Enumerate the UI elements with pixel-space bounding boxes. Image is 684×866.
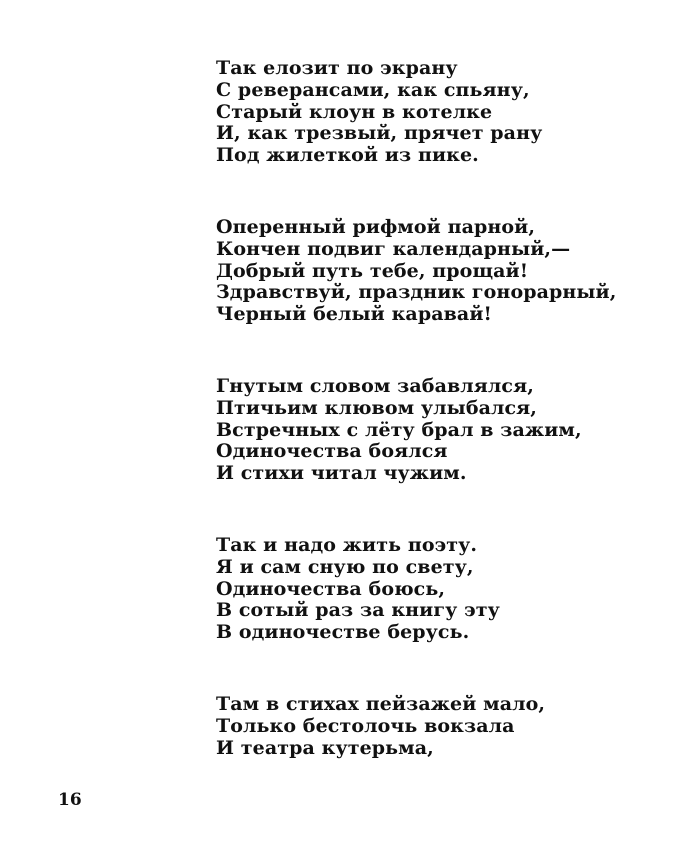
poem-line: Черный белый каравай! <box>216 303 492 326</box>
stanza-4 <box>216 535 656 644</box>
poem-line: Здравствуй, праздник гонорарный, <box>216 281 617 304</box>
stanza-2 <box>216 217 656 326</box>
stanza-3 <box>216 376 656 485</box>
poem-line: Кончен подвиг календарный,— <box>216 237 571 260</box>
stanza-1 <box>216 58 656 167</box>
poem-line: С реверансами, как спьяну, <box>216 78 530 101</box>
poem-line: Там в стихах пейзажей мало, <box>216 692 546 715</box>
poem-line: В одиночестве берусь. <box>216 621 470 644</box>
poem-line: И, как трезвый, прячет рану <box>216 122 543 145</box>
poem-line: Так и надо жить поэту. <box>216 533 478 556</box>
poem-line: Оперенный рифмой парной, <box>216 215 536 238</box>
poem-line: Добрый путь тебе, прощай! <box>216 259 529 282</box>
poem-line: Старый клоун в котелке <box>216 100 493 123</box>
poem <box>216 58 656 759</box>
poem-line: И театра кутерьма, <box>216 736 434 759</box>
poem-line: Птичьим клювом улыбался, <box>216 396 538 419</box>
stanza-5 <box>216 694 656 759</box>
poem-line: Под жилеткой из пике. <box>216 144 479 167</box>
poem-line: Гнутым словом забавлялся, <box>216 374 534 397</box>
poem-line: Только бестолочь вокзала <box>216 714 515 737</box>
poem-line: Одиночества боялся <box>216 440 448 463</box>
poem-line: Я и сам сную по свету, <box>216 555 474 578</box>
page-number: 16 <box>58 790 82 810</box>
poem-line: Встречных с лёту брал в зажим, <box>216 418 582 441</box>
poem-line: Одиночества боюсь, <box>216 577 446 600</box>
poem-line: И стихи читал чужим. <box>216 462 467 485</box>
poem-line: Так елозит по экрану <box>216 57 458 79</box>
poem-line: В сотый раз за книгу эту <box>216 599 500 622</box>
